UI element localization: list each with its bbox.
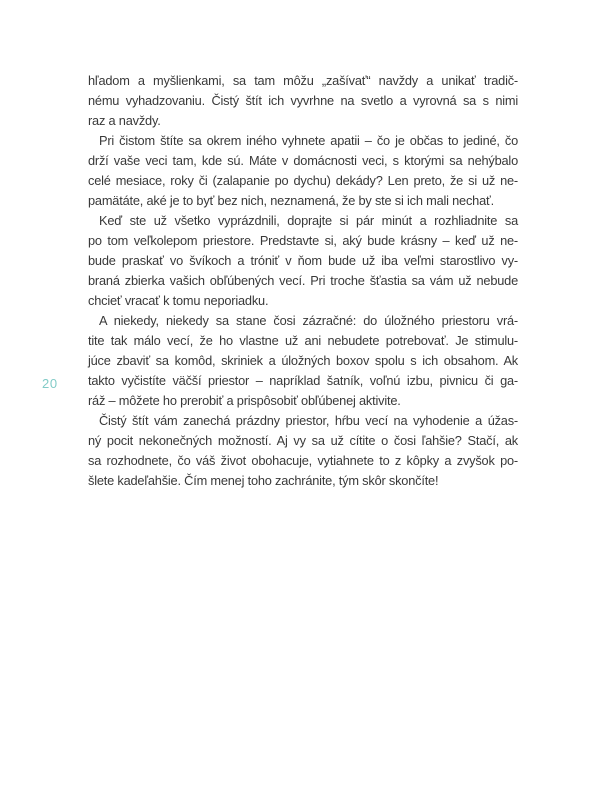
text-line: júce zbaviť sa komôd, skriniek a úložných boxov spolu s ich obsahom. Ak	[88, 353, 518, 368]
text-line: drží vaše veci tam, kde sú. Máte v domácnosti veci, s ktorými sa nehýbalo	[88, 153, 518, 168]
text-line: chcieť vracať k tomu neporiadku.	[88, 293, 269, 308]
text-line: tite tak málo vecí, že ho vlastne už ani nebudete potrebovať. Je stimulu-	[88, 333, 518, 348]
text-line: Keď ste už všetko vyprázdnili, doprajte si pár minút a rozhliadnite sa	[99, 213, 518, 228]
paragraph	[88, 311, 518, 411]
text-line: braná zbierka vašich obľúbených vecí. Pri troche šťastia sa vám už nebude	[88, 273, 518, 288]
text-line: pamätáte, aké je to byť bez nich, neznamená, že by ste si ich mali nechať.	[88, 193, 494, 208]
text-line: Čistý štít vám zanechá prázdny priestor, hŕbu vecí na vyhodenie a úžas-	[99, 413, 518, 428]
body-text	[88, 71, 518, 491]
text-line: ráž – môžete ho prerobiť a prispôsobiť obľúbenej aktivite.	[88, 393, 401, 408]
text-line: nému vyhadzovaniu. Čistý štít ich vyvrhne na svetlo a vyrovná sa s nimi	[88, 93, 518, 108]
text-line: A niekedy, niekedy sa stane čosi zázračné: do úložného priestoru vrá-	[99, 313, 518, 328]
text-line: bude praskať vo švíkoch a tróniť v ňom bude už iba veľmi starostlivo vy-	[88, 253, 518, 268]
paragraph	[88, 411, 518, 491]
text-line: hľadom a myšlienkami, sa tam môžu „zašívať“ navždy a unikať tradič-	[88, 73, 518, 88]
text-line: Pri čistom štíte sa okrem iného vyhnete apatii – čo je občas to jediné, čo	[99, 133, 518, 148]
paragraph	[88, 131, 518, 211]
text-line: raz a navždy.	[88, 113, 161, 128]
text-line: ný pocit nekonečných možností. Aj vy sa už cítite o čosi ľahšie? Stačí, ak	[88, 433, 518, 448]
paragraph	[88, 71, 518, 131]
text-line: po tom veľkolepom priestore. Predstavte si, aký bude krásny – keď už ne-	[88, 233, 518, 248]
page-number: 20	[42, 376, 58, 391]
paragraph	[88, 211, 518, 311]
text-line: šlete kadeľahšie. Čím menej toho zachránite, tým skôr skončíte!	[88, 473, 439, 488]
text-line: takto vyčistíte väčší priestor – napríklad šatník, voľnú izbu, pivnicu či ga-	[88, 373, 518, 388]
text-line: sa rozhodnete, čo váš život obohacuje, vytiahnete to z kôpky a zvyšok po-	[88, 453, 518, 468]
text-line: celé mesiace, roky či (zalapanie po dychu) dekády? Len preto, že si už ne-	[88, 173, 518, 188]
